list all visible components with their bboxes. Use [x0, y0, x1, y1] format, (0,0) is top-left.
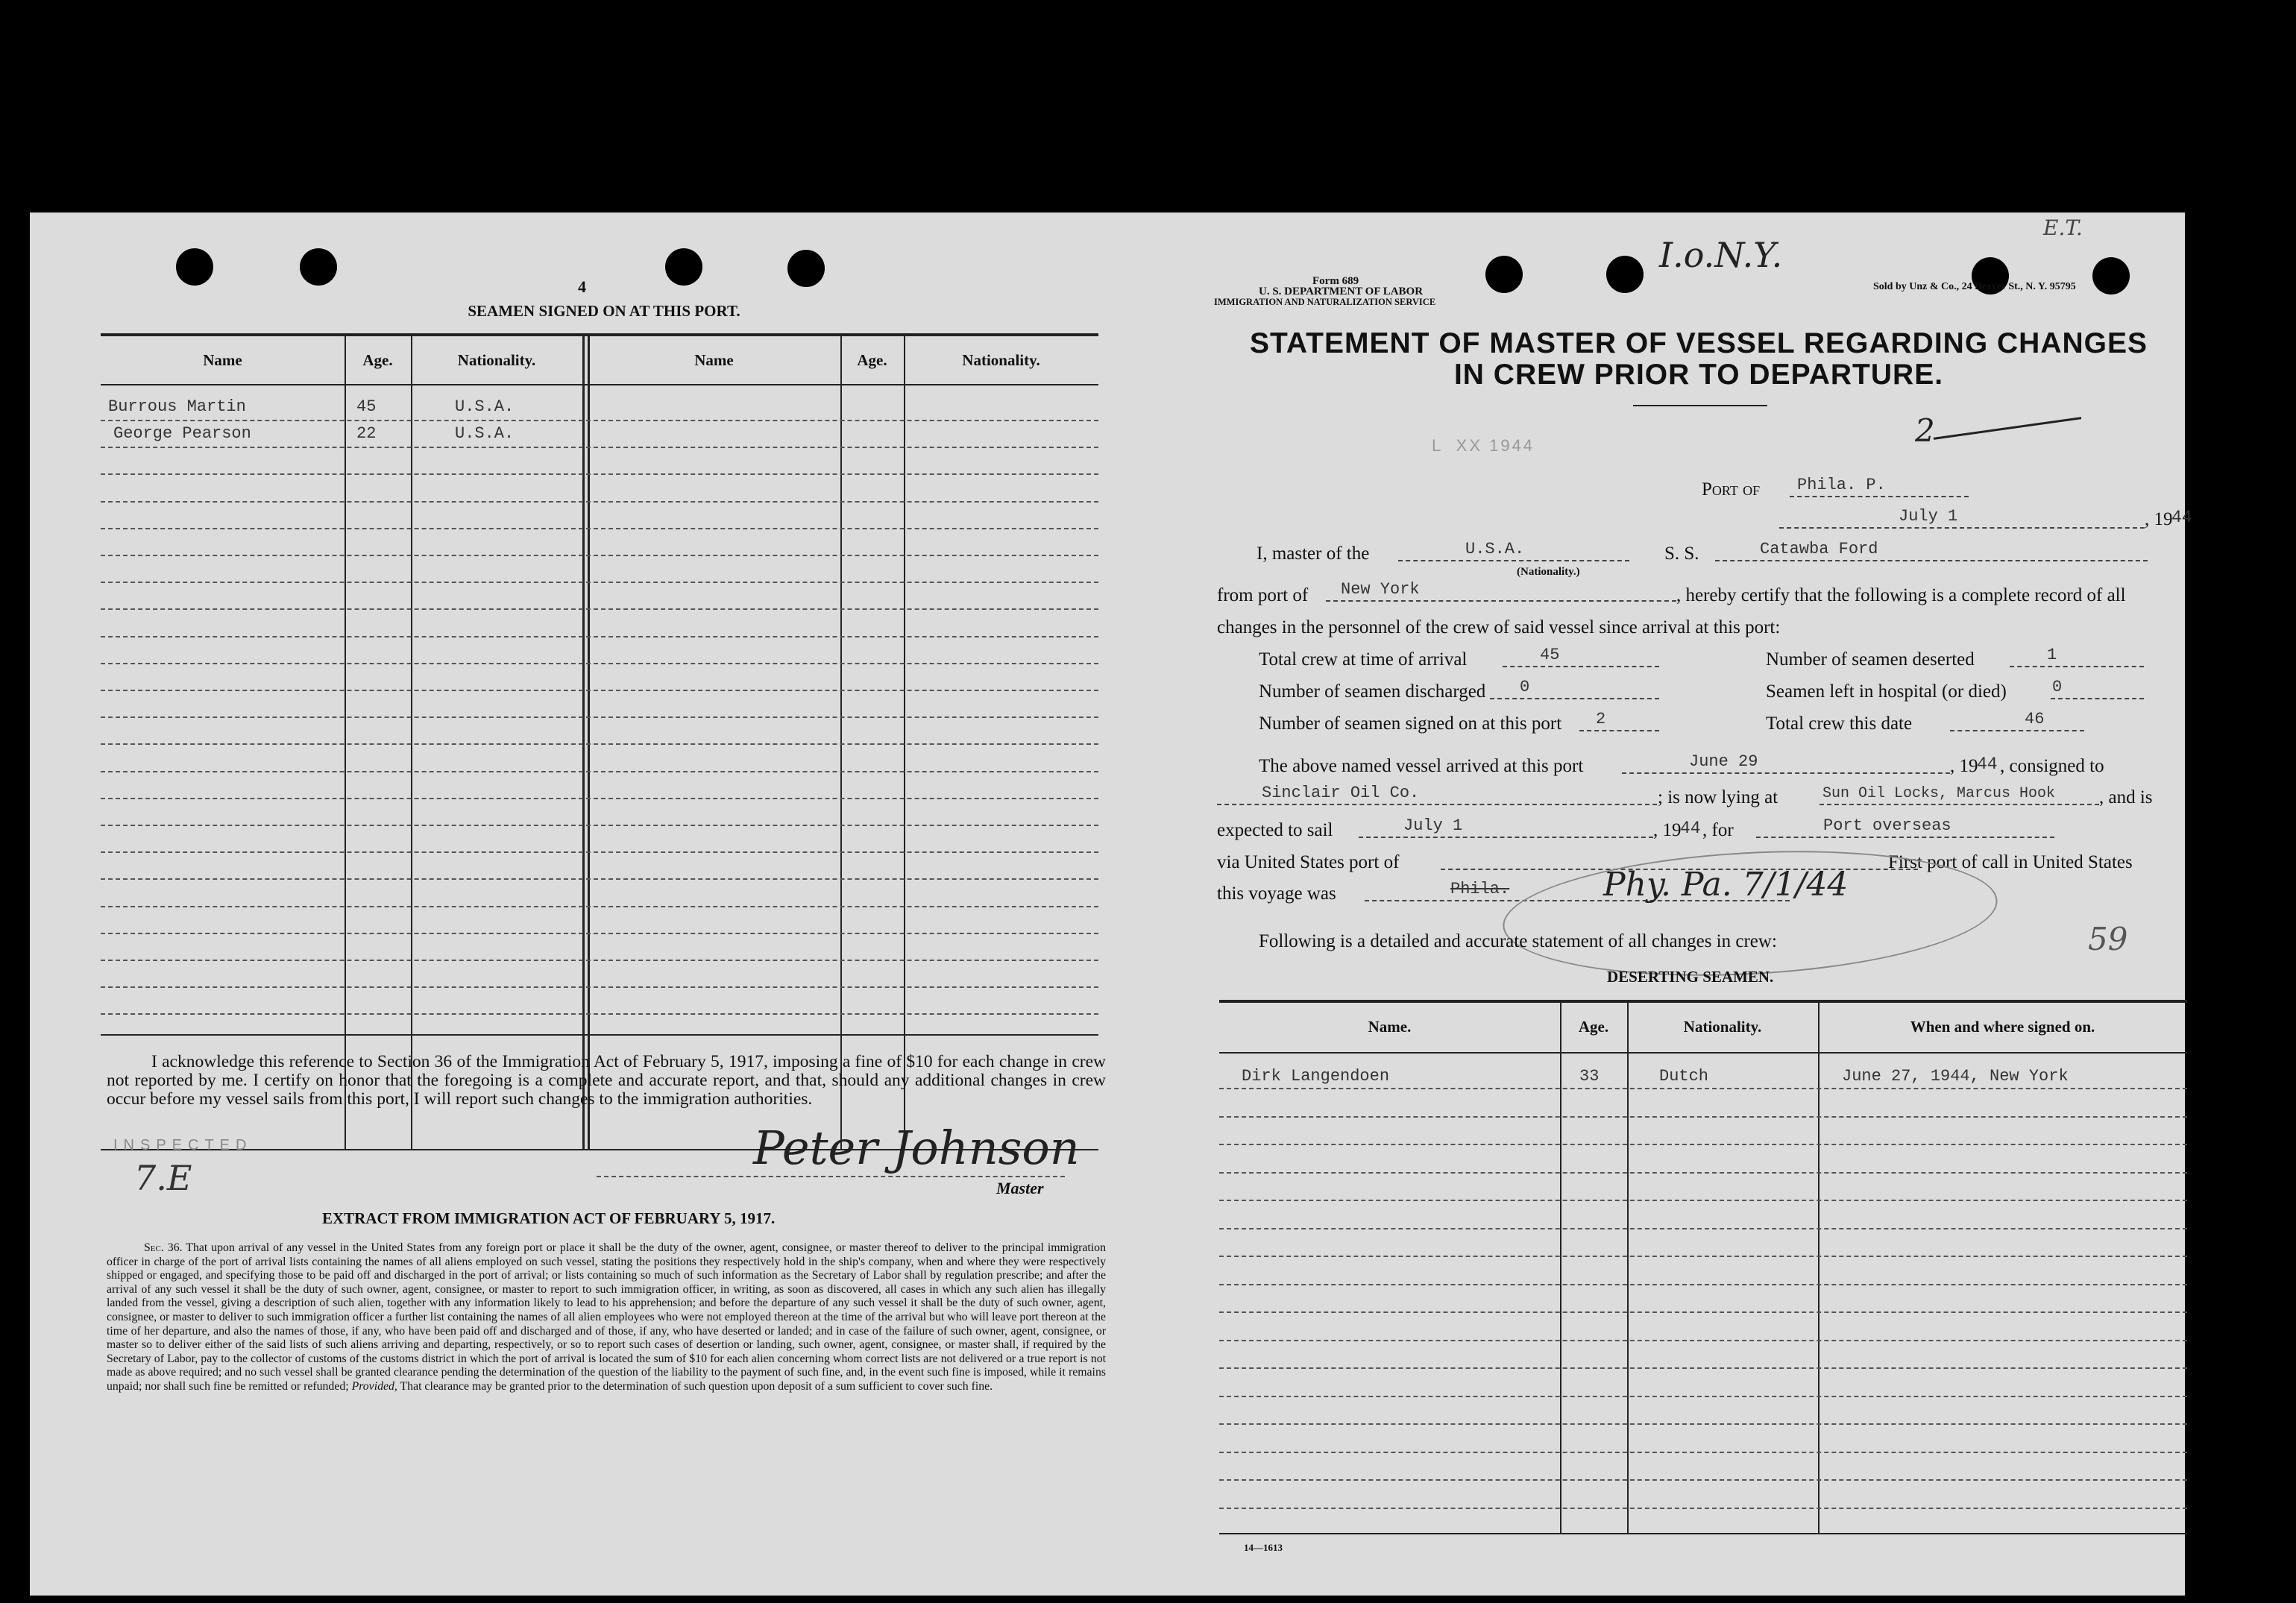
row-rule	[101, 825, 1098, 826]
master-label: Master	[996, 1179, 1044, 1197]
row-rule	[1219, 1228, 2187, 1229]
deserting-table-header-rule	[1219, 1052, 2187, 1054]
table-row-nationality: Dutch	[1659, 1067, 1709, 1086]
date-year: 44	[2171, 508, 2192, 527]
row-rule	[101, 447, 1098, 448]
punch-hole	[300, 248, 337, 286]
punch-hole	[1485, 256, 1523, 293]
row-rule	[101, 717, 1098, 718]
handwritten-office-code: I.o.N.Y.	[1659, 235, 1783, 275]
stamp-initials: 7.E	[134, 1158, 192, 1198]
discharged-label: Number of seamen discharged	[1259, 681, 1486, 702]
column-divider	[588, 335, 590, 1149]
punch-hole	[176, 248, 213, 286]
row-rule	[1219, 1172, 2187, 1174]
row-rule	[101, 798, 1098, 799]
deserted-value: 1	[2047, 646, 2057, 664]
master-of-label: I, master of the	[1256, 544, 1370, 564]
handwritten-number: 59	[2088, 921, 2128, 957]
section-label: Sec. 36.	[144, 1241, 183, 1254]
row-rule	[1219, 1200, 2187, 1201]
table-row-name: Dirk Langendoen	[1242, 1067, 1390, 1086]
row-rule	[101, 906, 1098, 907]
nationality-field	[1398, 538, 1629, 561]
table-row-age: 45	[356, 397, 377, 416]
main-title-line-1: STATEMENT OF MASTER OF VESSEL REGARDING CHANGES	[1249, 327, 2148, 359]
punch-hole	[2092, 257, 2130, 295]
table-row-name: Burrous Martin	[108, 397, 246, 416]
footer-code: 14—1613	[1244, 1542, 1283, 1553]
signed-on-value: 2	[1596, 710, 1606, 728]
left-title: SEAMEN SIGNED ON AT THIS PORT.	[468, 302, 740, 320]
ss-label: S. S.	[1664, 544, 1699, 564]
column-header-nationality: Nationality.	[962, 351, 1040, 369]
arrived-year: 44	[1977, 755, 1998, 774]
column-header-signed-on: When and where signed on.	[1910, 1018, 2095, 1036]
received-stamp: L XX 1944	[1432, 436, 1535, 455]
row-rule	[101, 960, 1098, 961]
via-label: via United States port of	[1217, 852, 1400, 872]
for-label: , for	[1702, 820, 1734, 840]
total-crew-date-value: 46	[2025, 710, 2045, 728]
punch-hole	[665, 248, 702, 286]
punch-hole	[787, 250, 825, 287]
column-header-age: Age.	[857, 351, 887, 369]
changes-text: changes in the personnel of the crew of said vessel since arrival at this port:	[1217, 617, 1781, 637]
consignee-field	[1217, 781, 1657, 805]
arrived-year-prefix: , 19	[1950, 756, 1978, 776]
column-header-name: Name.	[1368, 1018, 1412, 1036]
column-divider	[345, 335, 346, 1149]
column-divider	[840, 335, 842, 1149]
from-port-value: New York	[1341, 580, 1420, 599]
row-rule	[1219, 1284, 2187, 1285]
lying-label: ; is now lying at	[1658, 787, 1778, 807]
table-row-nationality: U.S.A.	[455, 397, 515, 416]
deserted-field	[2010, 643, 2144, 667]
row-rule	[1219, 1116, 2187, 1118]
row-rule	[1219, 1144, 2187, 1145]
column-divider	[1627, 1001, 1629, 1533]
row-rule	[101, 771, 1098, 772]
for-field	[1756, 814, 2054, 838]
table-row-nationality: U.S.A.	[455, 424, 515, 443]
following-text: Following is a detailed and accurate statement of all changes in crew:	[1259, 931, 1777, 951]
row-rule	[101, 608, 1098, 610]
table-row-age: 22	[356, 424, 377, 443]
signature-line	[597, 1176, 1065, 1177]
consigned-label: , consigned to	[2000, 756, 2104, 776]
column-header-nationality: Nationality.	[457, 351, 536, 369]
column-header-nationality: Nationality.	[1683, 1018, 1762, 1036]
arrived-date-field	[1622, 750, 1950, 774]
voyage-label: this voyage was	[1217, 884, 1336, 904]
consignee-value: Sinclair Oil Co.	[1262, 784, 1420, 802]
expected-label: expected to sail	[1217, 820, 1333, 840]
row-rule	[101, 743, 1098, 745]
row-rule	[101, 690, 1098, 691]
inspected-stamp: INSPECTED	[113, 1137, 253, 1153]
row-rule	[1219, 1340, 2187, 1341]
date-value: July 1	[1899, 507, 1958, 526]
row-rule	[101, 501, 1098, 503]
column-divider	[411, 335, 412, 1149]
expected-year-prefix: , 19	[1653, 820, 1682, 840]
column-header-age: Age.	[1578, 1018, 1609, 1036]
signed-on-field	[1579, 708, 1659, 731]
title-underline	[1633, 405, 1767, 406]
ship-name-value: Catawba Ford	[1760, 540, 1878, 558]
row-rule	[1219, 1367, 2187, 1369]
from-port-label: from port of	[1217, 585, 1309, 605]
row-rule	[101, 663, 1098, 664]
expected-date-field	[1359, 814, 1653, 838]
extract-title: EXTRACT FROM IMMIGRATION ACT OF FEBRUARY 5, 1917.	[322, 1209, 776, 1227]
nationality-caption: (Nationality.)	[1517, 566, 1580, 578]
row-rule	[101, 878, 1098, 880]
column-divider	[1818, 1001, 1819, 1533]
certify-text: , hereby certify that the following is a complete record of all	[1676, 585, 2126, 605]
row-rule	[101, 420, 1098, 421]
port-of-field	[1790, 473, 1969, 497]
row-rule	[1219, 1088, 2187, 1089]
lying-value: Sun Oil Locks, Marcus Hook	[1822, 785, 2056, 802]
table-row-name: George Pearson	[113, 424, 251, 443]
total-crew-arrival-label: Total crew at time of arrival	[1259, 649, 1468, 670]
row-rule	[101, 1013, 1098, 1015]
handwritten-corner-mark: E.T.	[2043, 215, 2083, 240]
row-rule	[101, 933, 1098, 934]
handwritten-mark: 2	[1915, 412, 1935, 449]
row-rule	[101, 986, 1098, 988]
row-rule	[1219, 1396, 2187, 1397]
deserting-title: DESERTING SEAMEN.	[1607, 968, 1774, 986]
from-port-field	[1326, 578, 1676, 602]
main-title-line-2: IN CREW PRIOR TO DEPARTURE.	[1453, 359, 1944, 391]
column-divider	[1560, 1001, 1561, 1533]
column-divider	[904, 335, 905, 1149]
proviso-word: Provided,	[351, 1379, 397, 1393]
total-crew-date-label: Total crew this date	[1766, 714, 1913, 734]
total-crew-arrival-field	[1503, 643, 1659, 667]
deserted-label: Number of seamen deserted	[1766, 649, 1975, 670]
port-of-value: Phila. P.	[1797, 476, 1886, 494]
lying-field	[1819, 781, 2099, 805]
voyage-value: Phila.	[1450, 880, 1510, 898]
first-port-label: First port of call in United States	[1888, 852, 2133, 872]
discharged-field	[1490, 675, 1659, 699]
acknowledgement-text: I acknowledge this reference to Section 36 of the Immigration Act of February 5, 1917, imposing a fine of $10 for each change in crew not reported by me. I certify on honor that the foregoing is a complete and accurate report, and that, should any additional changes in crew occur before my vessel sails from this port, I will report such changes to the immigration authorities.	[107, 1052, 1106, 1109]
row-rule	[1219, 1479, 2187, 1481]
arrived-date-value: June 29	[1689, 752, 1758, 771]
row-rule	[101, 555, 1098, 556]
page-number: 4	[578, 277, 586, 296]
column-header-name: Name	[694, 351, 734, 369]
hospital-field	[2051, 675, 2144, 699]
document-sheet	[30, 212, 2192, 1596]
form-number: Form 689	[1312, 275, 1359, 287]
handwritten-voyage-note: Phy. Pa. 7/1/44	[1603, 866, 1849, 904]
row-rule	[1219, 1256, 2187, 1257]
signed-on-label: Number of seamen signed on at this port	[1259, 714, 1562, 734]
and-is-label: , and is	[2099, 787, 2153, 807]
department: U. S. DEPARTMENT OF LABOR	[1259, 286, 1424, 297]
row-rule	[101, 582, 1098, 583]
deserting-table-bottom	[1219, 1533, 2187, 1534]
table-row-signed-on: June 27, 1944, New York	[1842, 1067, 2069, 1086]
total-crew-date-field	[1950, 708, 2084, 731]
nationality-value: U.S.A.	[1465, 540, 1525, 558]
master-signature: Peter Johnson	[753, 1121, 1080, 1175]
column-divider	[582, 335, 585, 1149]
service: IMMIGRATION AND NATURALIZATION SERVICE	[1214, 297, 1436, 307]
expected-year: 44	[1680, 819, 1701, 838]
column-header-name: Name	[203, 351, 242, 369]
ship-name-field	[1715, 538, 2148, 561]
row-rule	[1219, 1508, 2187, 1509]
date-year-prefix: , 19	[2145, 509, 2173, 529]
row-rule	[101, 528, 1098, 529]
date-field	[1779, 505, 2145, 529]
section-body: That upon arrival of any vessel in the United States from any foreign port or place it shall be the duty of the owner, agent, consignee, or master thereof to deliver to the principal immigration officer in charge of the port of arrival lists containing the names of all aliens employed on such vessel, stating the positions they respectively hold in the ship's company, when and where they were respectively shipped or engaged, and specifying those to be paid off and discharged in the port of arrival; or lists containing so much of such information as the Secretary of Labor shall by regulation prescribe; and after the arrival of any such vessel it shall be the duty of such owner, agent, consignee, or master to report to such immigration officer, in writing, as soon as discovered, all cases in which any such alien has illegally landed from the vessel, giving a description of such alien, together with any information likely to lead to his apprehension; and before the departure of any such vessel it shall be the duty of such owner, agent, consignee, or master to deliver to such immigration officer a further list containing the names of all alien employees who were not employed thereon at the time of the arrival but who will leave port thereon at the time of her departure, and also the names of those, if any, who have been paid off and discharged and of those, if any, who have deserted or landed; and in case of the failure of such owner, agent, consignee, or master so to deliver either of the said lists of such aliens arriving and departing, respectively, or so to report such cases of desertion or landing, such owner, agent, consignee, or master shall, if required by the Secretary of Labor, pay to the collector of customs of the customs district in which the port of arrival is located the sum of $10 for each alien concerning whom correct lists are not delivered or a true report is not made as above required; and no such vessel shall be granted clearance pending the determination of the question of the liability to the payment of such fine, and, in the event such fine is imposed, while it remains unpaid; nor shall such fine be remitted or refunded;	[107, 1241, 1106, 1393]
row-rule	[1219, 1423, 2187, 1425]
row-rule	[1219, 1452, 2187, 1453]
section-rule	[101, 1034, 1098, 1036]
table-row-age: 33	[1579, 1067, 1600, 1086]
punch-hole	[1606, 256, 1644, 293]
discharged-value: 0	[1520, 678, 1530, 696]
strike-mark	[1934, 417, 2081, 440]
row-rule	[1219, 1311, 2187, 1313]
row-rule	[101, 636, 1098, 637]
row-rule	[101, 473, 1098, 475]
hospital-label: Seamen left in hospital (or died)	[1766, 681, 2007, 702]
proviso-text: That clearance may be granted prior to the determination of such question upon deposit of a sum sufficient to cover such fine.	[400, 1379, 993, 1393]
column-header-age: Age.	[362, 351, 393, 369]
table-top-rule	[101, 333, 1098, 336]
hospital-value: 0	[2052, 678, 2063, 696]
for-value: Port overseas	[1823, 816, 1951, 835]
arrived-label: The above named vessel arrived at this port	[1259, 756, 1584, 776]
expected-date-value: July 1	[1403, 816, 1463, 835]
total-crew-arrival-value: 45	[1540, 646, 1560, 664]
deserting-table-top	[1219, 1000, 2187, 1003]
port-of-label: Port of	[1702, 479, 1761, 500]
section-36-text	[107, 1241, 1106, 1394]
row-rule	[101, 851, 1098, 853]
seller-line: Sold by Unz & Co., 24 Beaver St., N. Y. 95795	[1873, 281, 2076, 292]
table-header-rule	[101, 384, 1098, 385]
